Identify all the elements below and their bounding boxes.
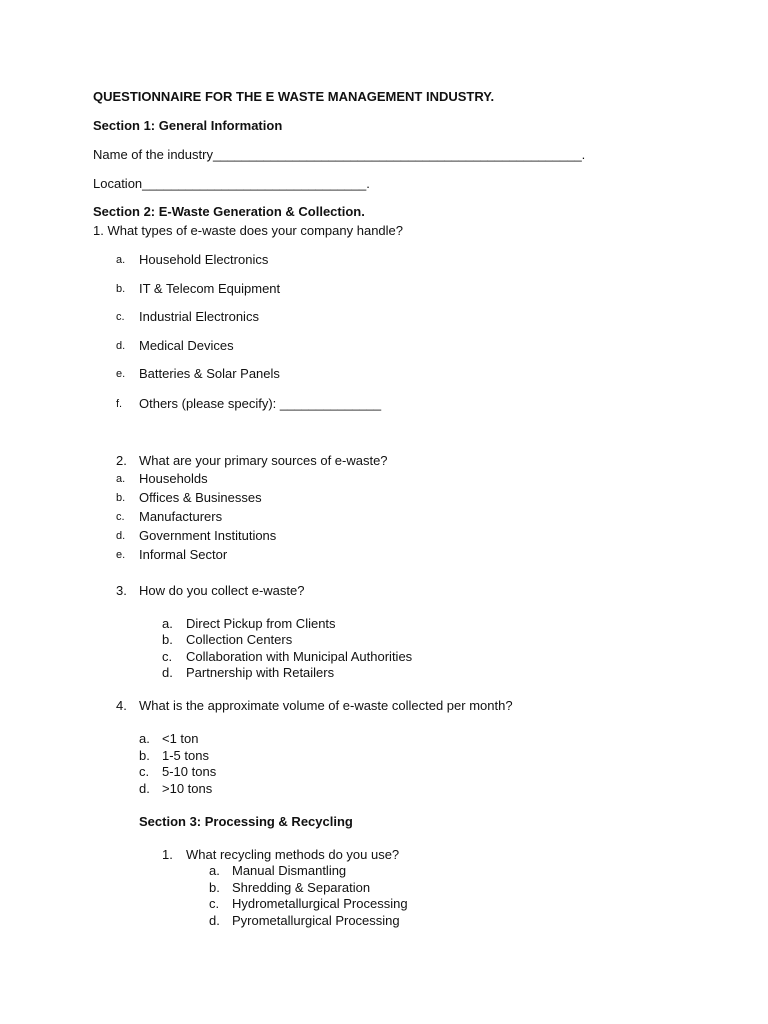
- option-more-than-10-tons: >10 tons: [162, 781, 213, 796]
- option-shredding-separation: Shredding & Separation: [232, 880, 371, 895]
- option-1-5-tons: 1-5 tons: [162, 748, 209, 763]
- option-marker: d.: [116, 340, 126, 352]
- option-offices-businesses: Offices & Businesses: [139, 490, 262, 505]
- option-marker: a.: [162, 616, 173, 631]
- question-number: 1.: [162, 847, 173, 862]
- option-marker: b.: [209, 880, 220, 895]
- option-marker: c.: [209, 896, 220, 911]
- option-informal-sector: Informal Sector: [139, 547, 228, 562]
- option-marker: c.: [116, 311, 125, 323]
- option-others-specify: Others (please specify): ______________: [139, 396, 382, 411]
- option-hydrometallurgical: Hydrometallurgical Processing: [232, 896, 408, 911]
- section2-heading: Section 2: E-Waste Generation & Collection.: [93, 204, 365, 219]
- section3-heading: Section 3: Processing & Recycling: [139, 814, 353, 829]
- section3-question-1: What recycling methods do you use?: [186, 847, 400, 862]
- option-retailer-partnership: Partnership with Retailers: [186, 665, 335, 680]
- option-industrial-electronics: Industrial Electronics: [139, 309, 259, 324]
- name-of-industry-field: Name of the industry___________________________________________________.: [93, 147, 586, 162]
- option-marker: b.: [116, 492, 126, 504]
- document-title: QUESTIONNAIRE FOR THE E WASTE MANAGEMENT INDUSTRY.: [93, 89, 495, 104]
- question-number: 2.: [116, 453, 127, 468]
- option-government-institutions: Government Institutions: [139, 528, 277, 543]
- option-marker: b.: [139, 748, 150, 763]
- option-marker: c.: [116, 511, 125, 523]
- option-5-10-tons: 5-10 tons: [162, 764, 217, 779]
- option-direct-pickup: Direct Pickup from Clients: [186, 616, 336, 631]
- option-marker: a.: [116, 254, 126, 266]
- option-manufacturers: Manufacturers: [139, 509, 223, 524]
- section2-question-3: How do you collect e-waste?: [139, 583, 305, 598]
- option-marker: d.: [139, 781, 150, 796]
- option-medical-devices: Medical Devices: [139, 338, 234, 353]
- option-marker: d.: [116, 530, 126, 542]
- option-batteries-solar: Batteries & Solar Panels: [139, 366, 280, 381]
- question-number: 4.: [116, 698, 127, 713]
- option-households: Households: [139, 471, 208, 486]
- section2-question-2: What are your primary sources of e-waste?: [139, 453, 388, 468]
- option-manual-dismantling: Manual Dismantling: [232, 863, 347, 878]
- option-marker: c.: [162, 649, 173, 664]
- section1-heading: Section 1: General Information: [93, 118, 283, 133]
- option-marker: b.: [116, 283, 126, 295]
- option-marker: f.: [116, 398, 123, 410]
- option-marker: b.: [162, 632, 173, 647]
- option-marker: e.: [116, 549, 126, 561]
- question-number: 3.: [116, 583, 127, 598]
- option-marker: c.: [139, 764, 150, 779]
- section2-question-4: What is the approximate volume of e-waste collected per month?: [139, 698, 513, 713]
- option-pyrometallurgical: Pyrometallurgical Processing: [232, 913, 400, 928]
- option-municipal-collaboration: Collaboration with Municipal Authorities: [186, 649, 413, 664]
- option-marker: e.: [116, 368, 126, 380]
- location-field: Location_______________________________.: [93, 176, 370, 191]
- option-household-electronics: Household Electronics: [139, 252, 269, 267]
- option-marker: a.: [209, 863, 220, 878]
- option-marker: d.: [209, 913, 220, 928]
- option-collection-centers: Collection Centers: [186, 632, 293, 647]
- section2-question-1: 1. What types of e-waste does your company handle?: [93, 223, 404, 238]
- option-marker: a.: [139, 731, 150, 746]
- option-marker: a.: [116, 473, 126, 485]
- option-it-telecom: IT & Telecom Equipment: [139, 281, 281, 296]
- option-less-than-1-ton: <1 ton: [162, 731, 199, 746]
- option-marker: d.: [162, 665, 173, 680]
